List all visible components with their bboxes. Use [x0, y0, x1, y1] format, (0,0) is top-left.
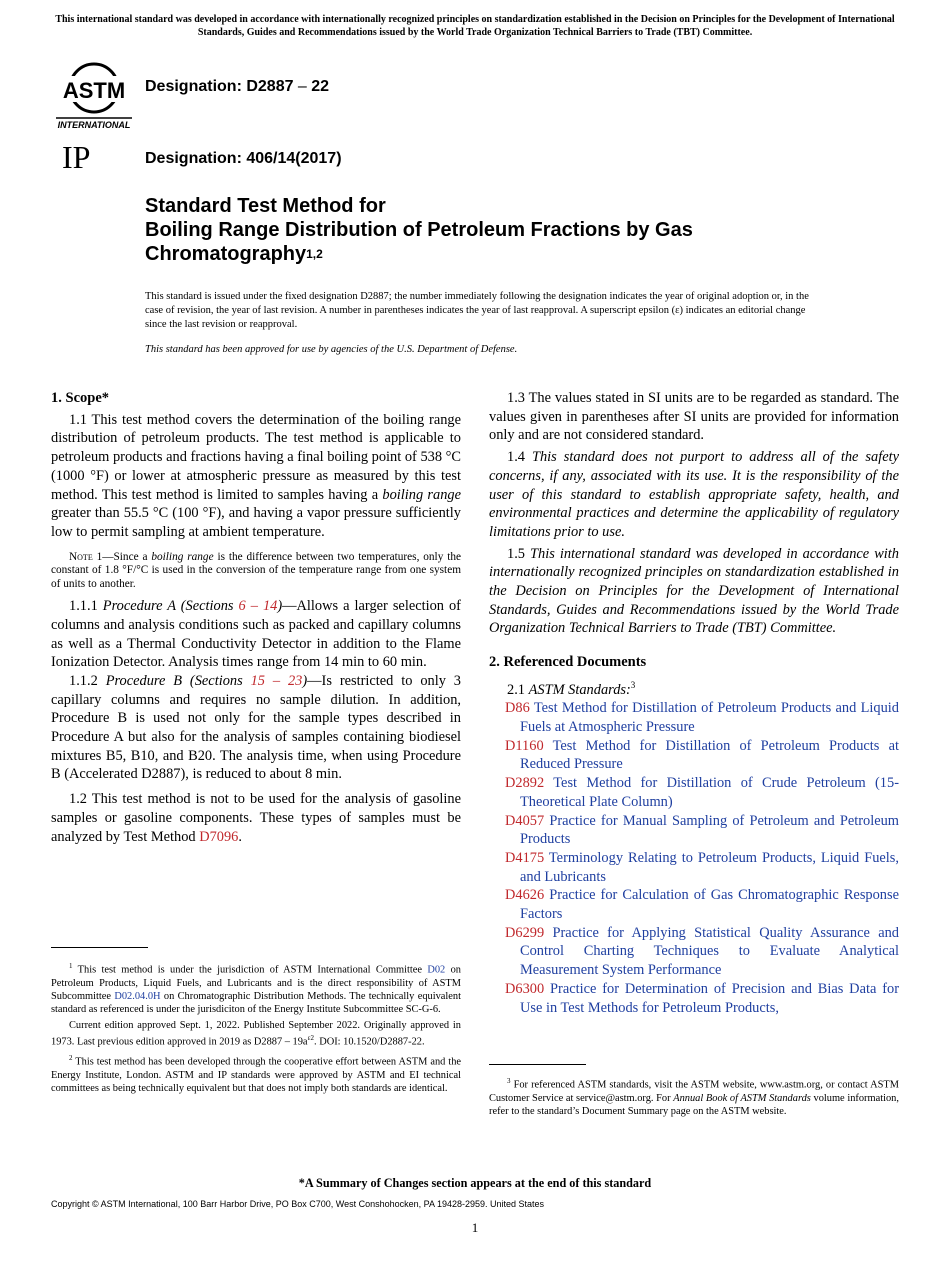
footnote-1: $^1$ This test method is under the jurisdiction of ASTM International Committee D02 on Petroleum Products, Liquid Fuels, and Lubricants and is the direct responsibility of ASTM Subcommittee D02.04.0H on Chromatographic Distribution Methods. The technically equivalent standard as referenced is under the jurisdiciton of the Energy Institute Subcommittee SC-G-6.	[51, 962, 461, 1016]
reference-item	[489, 699, 899, 736]
title-footnote-ref[interactable]: 1,2	[306, 247, 323, 261]
page-number: 1	[471, 1220, 479, 1235]
reference-item	[489, 924, 899, 980]
svg-text:ASTM: ASTM	[62, 78, 126, 103]
reference-item	[489, 737, 899, 774]
paragraph-1-1: 1.1 This test method covers the determination of the boiling range distribution of petroleum products. The test method is applicable to petroleum products and fractions having a final boiling point of 538 °C (1000 °F) or lower at atmospheric pressure as measured by this test method. This test method is limited to samples having a boiling range greater than 55.5 °C (100 °F), and having a vapor pressure sufficiently low to permit sampling at ambient temperature.	[51, 411, 461, 540]
paragraph-1-2: 1.2 This test method is not to be used for the analysis of gasoline samples or gasoline components. These types of samples must be analyzed by Test Method D7096.	[51, 791, 461, 845]
reference-item	[489, 849, 899, 886]
footnote-2: $^2$ This test method has been developed through the cooperative effort between ASTM and the Energy Institute, London. ASTM and IP standards were approved by ASTM and EI technical committees as being technically equivalent but that does not imply both standards are identical.	[51, 1054, 461, 1095]
copyright: Copyright © ASTM International, 100 Barr Harbor Drive, PO Box C700, West Conshohocken, PA 19428-2959. United States	[51, 1199, 545, 1209]
document-title	[145, 194, 845, 268]
title-line-2: Boiling Range Distribution of Petroleum Fractions by Gas Chromatography$^{1,2}$	[145, 219, 693, 265]
reference-code-link[interactable]: D4057	[505, 812, 545, 829]
paragraph-1-5: 1.5 This international standard was developed in accordance with internationally recognized principles on standardization established in the Decision on Principles for the Development of International Standards, Guides and Recommendations issued by the World Trade Organization Technical Barriers to Trade (TBT) Committee.	[489, 545, 899, 637]
top-notice: This international standard was developed in accordance with internationally recognized principles on standardization established in the Decision on Principles for the Development of International Standards, Guides and Recommendations issued by the World Trade Organization Technical Barriers to Trade (TBT) Committee.	[55, 14, 895, 38]
link-sections-6-14[interactable]: 6 – 14	[238, 598, 278, 615]
referenced-documents-list	[489, 699, 899, 1017]
reference-title-link[interactable]: Practice for Manual Sampling of Petroleum and Petroleum Products	[520, 812, 899, 848]
reference-title-link[interactable]: Practice for Determination of Precision and Bias Data for Use in Test Methods for Petroleum Products,	[520, 980, 899, 1016]
footnote-rule-right	[489, 1064, 586, 1065]
paragraph-1-1-1: 1.1.1 Procedure A (Sections 6 – 14)—Allows a larger selection of columns and analysis conditions such as packed and capillary columns as well as a Thermal Conductivity Detector in addition to the Flame Ionization Detector. Analysis times range from 14 min to 60 min.	[51, 598, 461, 671]
footnotes-left	[51, 960, 461, 1095]
reference-code-link[interactable]: D1160	[505, 737, 544, 754]
reference-title-link[interactable]: Test Method for Distillation of Petroleum Products and Liquid Fuels at Atmospheric Pressure	[520, 700, 899, 736]
reference-title-link[interactable]: Practice for Calculation of Gas Chromatographic Response Factors	[520, 887, 899, 923]
reference-item	[489, 980, 899, 1017]
astm-logo	[54, 58, 134, 132]
link-d7096[interactable]: D7096	[199, 828, 239, 845]
title-line-1: Standard Test Method for	[145, 195, 386, 217]
right-column	[489, 389, 899, 1017]
link-d02[interactable]: D02	[427, 964, 446, 976]
reference-code-link[interactable]: D2892	[505, 775, 545, 792]
reference-item	[489, 774, 899, 811]
link-sections-15-23[interactable]: 15 – 23	[250, 672, 303, 689]
paragraph-1-4: 1.4 This standard does not purport to address all of the safety concerns, if any, associated with its use. It is the responsibility of the user of this standard to establish appropriate safety, health, and environmental practices and determine the applicability of regulatory limitations prior to use.	[489, 449, 899, 540]
ip-logo	[60, 140, 108, 174]
standard-note: This standard is issued under the fixed designation D2887; the number immediately following the designation indicates the year of original adoption or, in the case of revision, the year of last revision. A number in parentheses indicates the year of last reapproval. A superscript epsilon (ε) indicates an editorial change since the last revision or reapproval.	[145, 291, 809, 330]
paragraph-1-3: 1.3 The values stated in SI units are to be regarded as standard. The values given in parentheses after SI units are provided for information only and are not considered standard.	[489, 390, 899, 444]
link-d02-04-0h[interactable]: D02.04.0H	[114, 990, 161, 1002]
designation-ip: Designation: 406/14(2017)	[145, 150, 342, 167]
section-2-heading: 2. Referenced Documents	[489, 654, 647, 671]
reference-code-link[interactable]: D4175	[505, 849, 545, 866]
footnote-1-edition: Current edition approved Sept. 1, 2022. Published September 2022. Originally approved in 1973. Last previous edition approved in 2019 as $D2887 - 19a^{\varepsilon 2}$. DOI: 10.1520/D2887-22.	[51, 1020, 461, 1048]
reference-code-link[interactable]: D6299	[505, 924, 545, 941]
svg-text:INTERNATIONAL: INTERNATIONAL	[57, 120, 131, 130]
reference-title-link[interactable]: Test Method for Distillation of Crude Petroleum (15-Theoretical Plate Column)	[520, 775, 899, 810]
footnote-rule-left	[51, 947, 148, 948]
paragraph-2-1: 2.1 ASTM Standards:$^3$	[507, 679, 636, 698]
reference-code-link[interactable]: D6300	[505, 980, 545, 997]
reference-title-link[interactable]: Terminology Relating to Petroleum Products, Liquid Fuels, and Lubricants	[520, 849, 899, 885]
svg-text:IP: IP	[62, 140, 91, 174]
left-column	[51, 389, 461, 846]
paragraph-1-1-2: 1.1.2 Procedure B (Sections 15 – 23)—Is restricted to only 3 capillary columns and requires no sample dilution. In addition, Procedure B is used not only for the sample types described in Procedure A but also for the analysis of samples containing biodiesel mixtures B5, B10, and B20. The analysis time, when using Procedure B (Accelerated D2887), is reduced to about 8 min.	[51, 672, 461, 783]
reference-code-link[interactable]: D4626	[505, 887, 545, 904]
summary-of-changes-note: *A Summary of Changes section appears at the end of this standard	[298, 1176, 652, 1190]
reference-title-link[interactable]: Test Method for Distillation of Petroleum Products at Reduced Pressure	[520, 737, 899, 773]
approved-note: This standard has been approved for use by agencies of the U.S. Department of Defense.	[145, 344, 518, 355]
reference-item	[489, 812, 899, 849]
section-1-heading: 1. Scope*	[51, 390, 109, 406]
reference-item	[489, 886, 899, 923]
reference-code-link[interactable]: D86	[505, 700, 530, 717]
note-1: Note 1—Since a boiling range is the difference between two temperatures, only the constant of 1.8 °F/°C is used in the conversion of the temperature range from one system of units to another.	[51, 550, 461, 590]
reference-title-link[interactable]: Practice for Applying Statistical Quality Assurance and Control Charting Techniques to Evaluate Analytical Measurement System Performance	[520, 924, 899, 979]
designation-astm: Designation: D2887 – 22	[145, 78, 330, 95]
footnote-3: $^3$ For referenced ASTM standards, visit the ASTM website, www.astm.org, or contact ASTM Customer Service at service@astm.org. For Annual Book of ASTM Standards volume information, refer to the standard’s Document Summary page on the ASTM website.	[489, 1077, 899, 1117]
footnotes-right	[489, 1075, 899, 1118]
